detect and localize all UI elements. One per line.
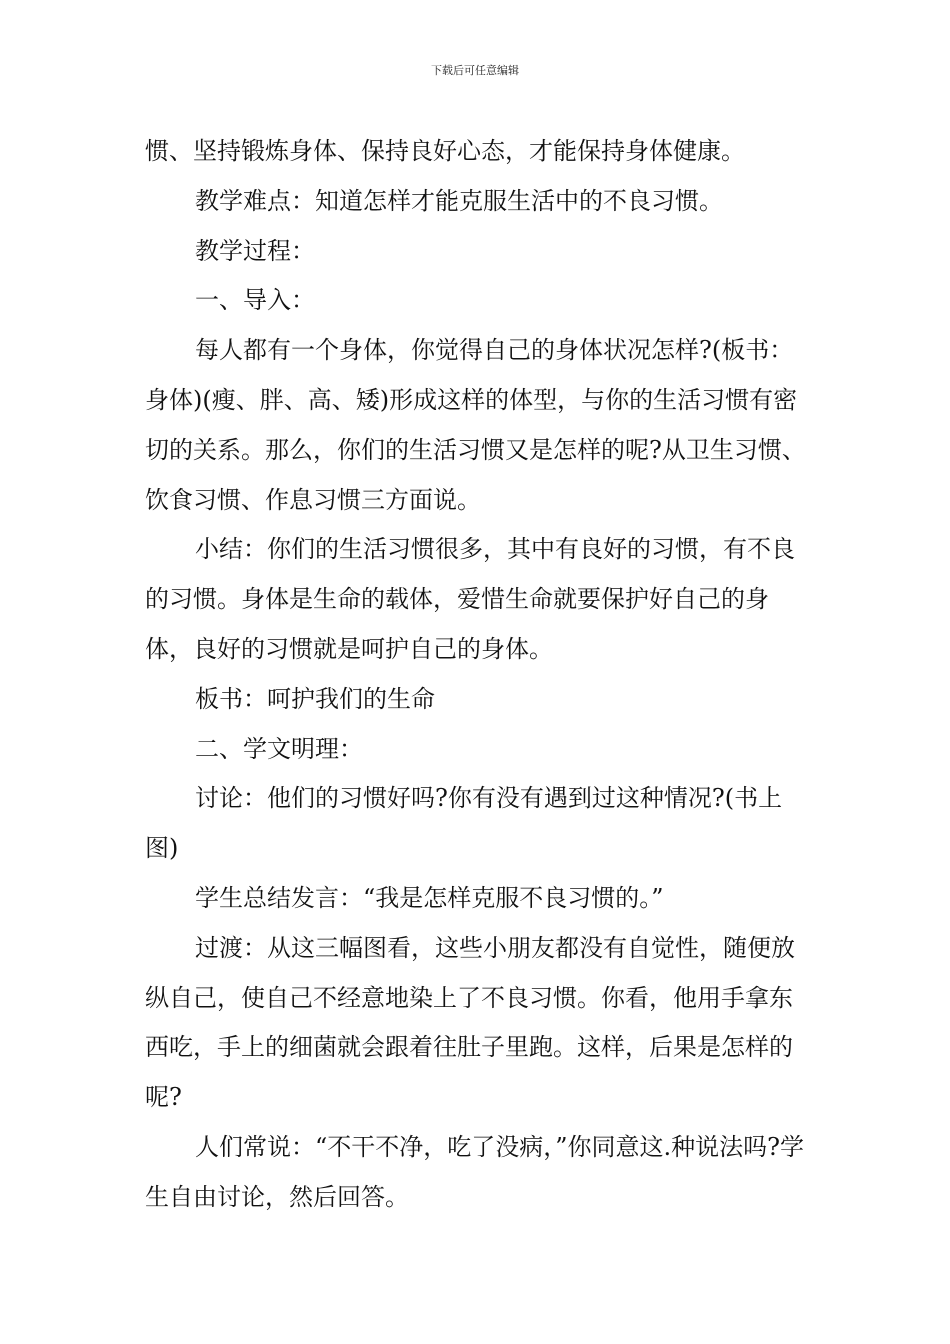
paragraph-transition: 过渡：从这三幅图看，这些小朋友都没有自觉性，随便放纵自己，使自己不经意地染上了不良习惯。你看，他用手拿东西吃，手上的细菌就会跟着往肚子里跑。这样，后果是怎样的呢? (145, 933, 795, 1112)
section-heading-introduction: 一、导入： (195, 286, 315, 315)
page-header: 下载后可任意编辑 (431, 64, 519, 77)
paragraph: 每人都有一个身体，你觉得自己的身体状况怎样?(板书：身体)(瘦、胖、高、矮)形成这样的体型，与你的生活习惯有密切的关系。那么，你们的生活习惯又是怎样的呢?从卫生习惯、饮食习惯、作息习惯三方面说。 (145, 336, 806, 514)
document-body (145, 127, 807, 1223)
paragraph-board-writing: 板书：呵护我们的生命 (195, 684, 435, 713)
paragraph-teaching-process: 教学过程： (195, 236, 315, 265)
paragraph: 惯、坚持锻炼身体、保持良好心态，才能保持身体健康。 (145, 137, 745, 165)
paragraph-teaching-difficulty: 教学难点：知道怎样才能克服生活中的不良习惯。 (195, 186, 723, 215)
paragraph-student-speech: 学生总结发言：“我是怎样克服不良习惯的。” (195, 883, 664, 912)
section-heading-study: 二、学文明理： (195, 734, 363, 763)
paragraph: 人们常说：“不干不净，吃了没病，”你同意这.种说法吗?学生自由讨论，然后回答。 (145, 1132, 805, 1211)
paragraph-discussion: 讨论：他们的习惯好吗?你有没有遇到过这种情况?(书上图) (145, 784, 783, 863)
paragraph-summary: 小结：你们的生活习惯很多，其中有良好的习惯，有不良的习惯。身体是生命的载体，爱惜生命就要保护好自己的身体，良好的习惯就是呵护自己的身体。 (145, 535, 795, 663)
